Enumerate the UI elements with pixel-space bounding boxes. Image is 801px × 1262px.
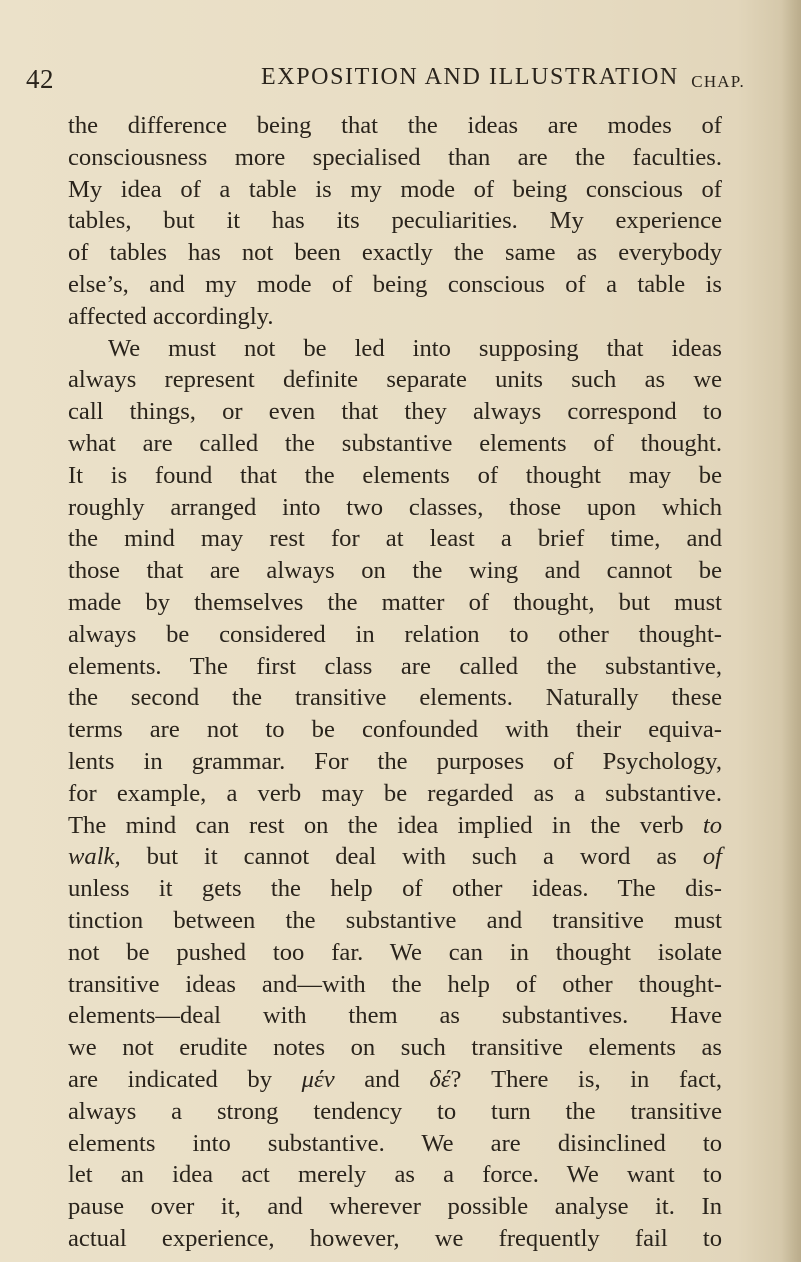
greek-word: μέν [301,1065,335,1093]
italic-word: to [702,811,723,839]
text-line: always represent definite separate units such as we [68,366,722,394]
text-line: always be considered in relation to other thought- [68,620,722,648]
text-line: what are called the substantive elements of thought. [68,429,722,457]
text-segment: and [364,1065,400,1093]
text-line: always a strong tendency to turn the transitive [68,1097,722,1125]
text-line: the mind may rest for at least a brief time, and [68,525,722,553]
running-head: EXPOSITION AND ILLUSTRATION [261,64,679,90]
text-line: we not erudite notes on such transitive elements as [68,1034,722,1062]
text-line: tinction between the substantive and transitive must [68,906,722,934]
text-line-with-italic [68,810,722,842]
text-line: elements. The first class are called the substantive, [68,652,722,680]
text-line: My idea of a table is my mode of being conscious of [68,175,722,203]
page-header [26,64,745,94]
text-line: tables, but it has its peculiarities. My experience [68,207,722,235]
text-line: roughly arranged into two classes, those upon which [68,493,722,521]
text-line: It is found that the elements of thought may be [68,461,722,489]
text-line-with-greek [68,1064,722,1096]
text-line: elements—deal with them as substantives. Have [68,1002,722,1030]
text-line: lents in grammar. For the purposes of Psychology, [68,747,722,775]
italic-word: walk, [68,843,121,871]
text-line: else’s, and my mode of being conscious of a table is [68,270,722,298]
page-number: 42 [26,64,54,94]
greek-word: δέ [429,1065,451,1093]
text-line: terms are not to be confounded with their equiva- [68,716,722,744]
text-line-with-italic [68,841,722,873]
text-line: consciousness more specialised than are the faculties. [68,143,722,171]
text-line: let an idea act merely as a force. We want to [68,1161,722,1189]
text-line: pause over it, and wherever possible analyse it. In [68,1193,722,1221]
text-line: transitive ideas and—with the help of other thought- [68,970,722,998]
text-line: unless it gets the help of other ideas. The dis- [68,875,722,903]
text-segment: The mind can rest on the idea implied in the verb [68,811,684,839]
text-line: made by themselves the matter of thought, but must [68,588,722,616]
text-line: the second the transitive elements. Naturally these [68,684,722,712]
text-line: We must not be led into supposing that ideas [108,334,722,362]
text-line: call things, or even that they always correspond to [68,398,722,426]
text-line: elements into substantive. We are disinclined to [68,1129,722,1157]
text-line: not be pushed too far. We can in thought isolate [68,938,722,966]
body-text [68,110,722,1255]
chapter-mark: CHAP. [691,72,745,91]
text-line: of tables has not been exactly the same as everybody [68,239,722,267]
text-segment: are indicated by [68,1065,273,1093]
text-line: the difference being that the ideas are modes of [68,112,722,139]
text-segment: but it cannot deal with such a word as [146,843,677,871]
text-line: actual experience, however, we frequently fail to [68,1224,722,1252]
italic-word: of [702,843,722,871]
text-line: for example, a verb may be regarded as a substantive. [68,779,722,807]
page-edge-shadow [781,0,801,1262]
text-line: affected accordingly. [68,302,274,330]
text-line: those that are always on the wing and cannot be [68,557,722,585]
text-segment: ? There is, in fact, [450,1065,722,1093]
